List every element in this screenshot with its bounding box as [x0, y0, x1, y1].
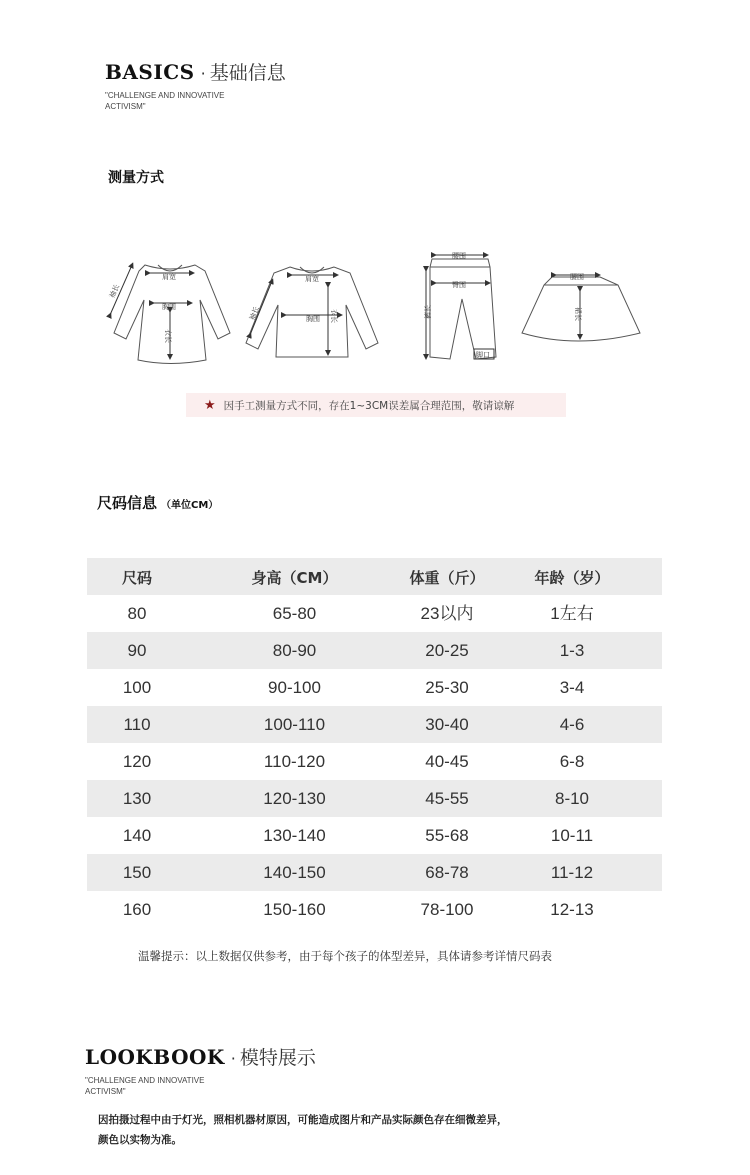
table-row — [87, 891, 662, 928]
cell-weight: 40-45 — [425, 752, 469, 771]
cell-size: 80 — [127, 604, 147, 623]
table-row — [87, 632, 662, 669]
lookbook-separator: · — [230, 1049, 236, 1068]
cell-weight: 20-25 — [425, 641, 469, 660]
cell-age: 1左右 — [550, 604, 594, 623]
cell-size: 150 — [122, 863, 152, 882]
top-label-shoulder: 肩宽 — [305, 275, 319, 283]
size-table — [87, 558, 662, 928]
dress-label-length: 衣长 — [164, 329, 172, 343]
cell-age: 6-8 — [559, 752, 585, 771]
pants-diagram — [426, 255, 496, 359]
cell-weight: 45-55 — [425, 789, 469, 808]
cell-weight: 55-68 — [425, 826, 469, 845]
cell-size: 120 — [122, 752, 152, 771]
basics-separator: · — [200, 64, 206, 83]
table-row — [87, 854, 662, 891]
cell-weight: 25-30 — [425, 678, 469, 697]
pants-label-length: 裤长 — [424, 305, 432, 319]
header-age: 年龄（岁） — [534, 569, 610, 587]
cell-size: 90 — [127, 641, 147, 660]
pants-label-waist: 腰围 — [452, 252, 466, 260]
header-height: 身高（CM） — [251, 569, 338, 587]
table-row — [87, 817, 662, 854]
color-disclaimer — [98, 1110, 568, 1150]
size-info-title — [97, 492, 218, 513]
header-weight: 体重（斤） — [409, 569, 485, 587]
table-row — [87, 780, 662, 817]
cell-size: 160 — [122, 900, 152, 919]
cell-age: 12-13 — [550, 900, 594, 919]
pants-label-hip: 臀围 — [452, 281, 466, 289]
cell-height: 100-110 — [263, 715, 326, 734]
measurement-notice — [186, 393, 566, 417]
basics-header — [105, 58, 286, 112]
basics-title-en: BASICS — [105, 60, 195, 84]
disclaimer-line-2: 颜色以实物为准。 — [98, 1134, 182, 1146]
cell-weight: 23以内 — [420, 604, 474, 623]
cell-weight: 30-40 — [425, 715, 469, 734]
cell-size: 110 — [123, 715, 151, 734]
cell-age: 3-4 — [559, 678, 585, 697]
cell-size: 100 — [122, 678, 152, 697]
cell-age: 4-6 — [559, 715, 585, 734]
lookbook-title-cn: 模特展示 — [239, 1047, 316, 1069]
cell-age: 8-10 — [554, 789, 590, 808]
cell-height: 130-140 — [263, 826, 326, 845]
size-tip: 温馨提示：以上数据仅供参考，由于每个孩子的体型差异，具体请参考详情尺码表 — [138, 949, 552, 963]
cell-height: 65-80 — [272, 604, 317, 623]
skirt-label-waist: 腰围 — [570, 273, 584, 281]
cell-size: 140 — [122, 826, 152, 845]
lookbook-header — [85, 1043, 316, 1097]
top-label-chest: 胸围 — [306, 315, 320, 323]
dress-label-shoulder: 肩宽 — [162, 273, 176, 281]
star-icon: ★ — [204, 397, 216, 413]
cell-age: 11-12 — [550, 863, 594, 882]
table-row — [87, 706, 662, 743]
basics-subtitle: "CHALLENGE AND INNOVATIVE ACTIVISM" — [105, 91, 225, 111]
cell-height: 150-160 — [263, 900, 326, 919]
pants-label-cuff: 脚口 — [476, 351, 490, 359]
dress-label-sleeve: 袖长 — [108, 283, 122, 300]
size-title-text: 尺码信息 — [97, 494, 158, 512]
cell-size: 130 — [122, 789, 152, 808]
table-row — [87, 743, 662, 780]
table-row — [87, 669, 662, 706]
top-label-sleeve: 袖长 — [248, 305, 261, 322]
dress-label-chest: 胸围 — [162, 303, 176, 311]
cell-weight: 68-78 — [425, 863, 469, 882]
skirt-label-length: 裙长 — [574, 307, 582, 321]
disclaimer-line-1: 因拍摄过程中由于灯光，照相机器材原因，可能造成图片和产品实际颜色存在细微差异， — [98, 1114, 508, 1126]
cell-height: 120-130 — [263, 789, 326, 808]
cell-weight: 78-100 — [420, 900, 474, 919]
table-header-row — [87, 558, 662, 595]
notice-text: 因手工测量方式不同，存在1~3CM误差属合理范围，敬请谅解 — [223, 399, 515, 412]
size-unit-text: （单位CM） — [161, 500, 219, 511]
header-size: 尺码 — [121, 569, 152, 587]
cell-height: 90-100 — [268, 678, 321, 697]
basics-title-cn: 基础信息 — [209, 62, 286, 84]
measure-title: 测量方式 — [108, 170, 164, 186]
top-label-length: 衣长 — [330, 309, 338, 323]
cell-height: 80-90 — [272, 641, 317, 660]
table-row — [87, 595, 662, 632]
cell-age: 1-3 — [559, 641, 585, 660]
cell-height: 140-150 — [263, 863, 326, 882]
cell-height: 110-120 — [263, 752, 326, 771]
lookbook-subtitle: "CHALLENGE AND INNOVATIVE ACTIVISM" — [85, 1076, 205, 1096]
lookbook-title-en: LOOKBOOK — [85, 1045, 225, 1069]
garment-diagrams — [100, 245, 660, 380]
cell-age: 10-11 — [550, 826, 594, 845]
